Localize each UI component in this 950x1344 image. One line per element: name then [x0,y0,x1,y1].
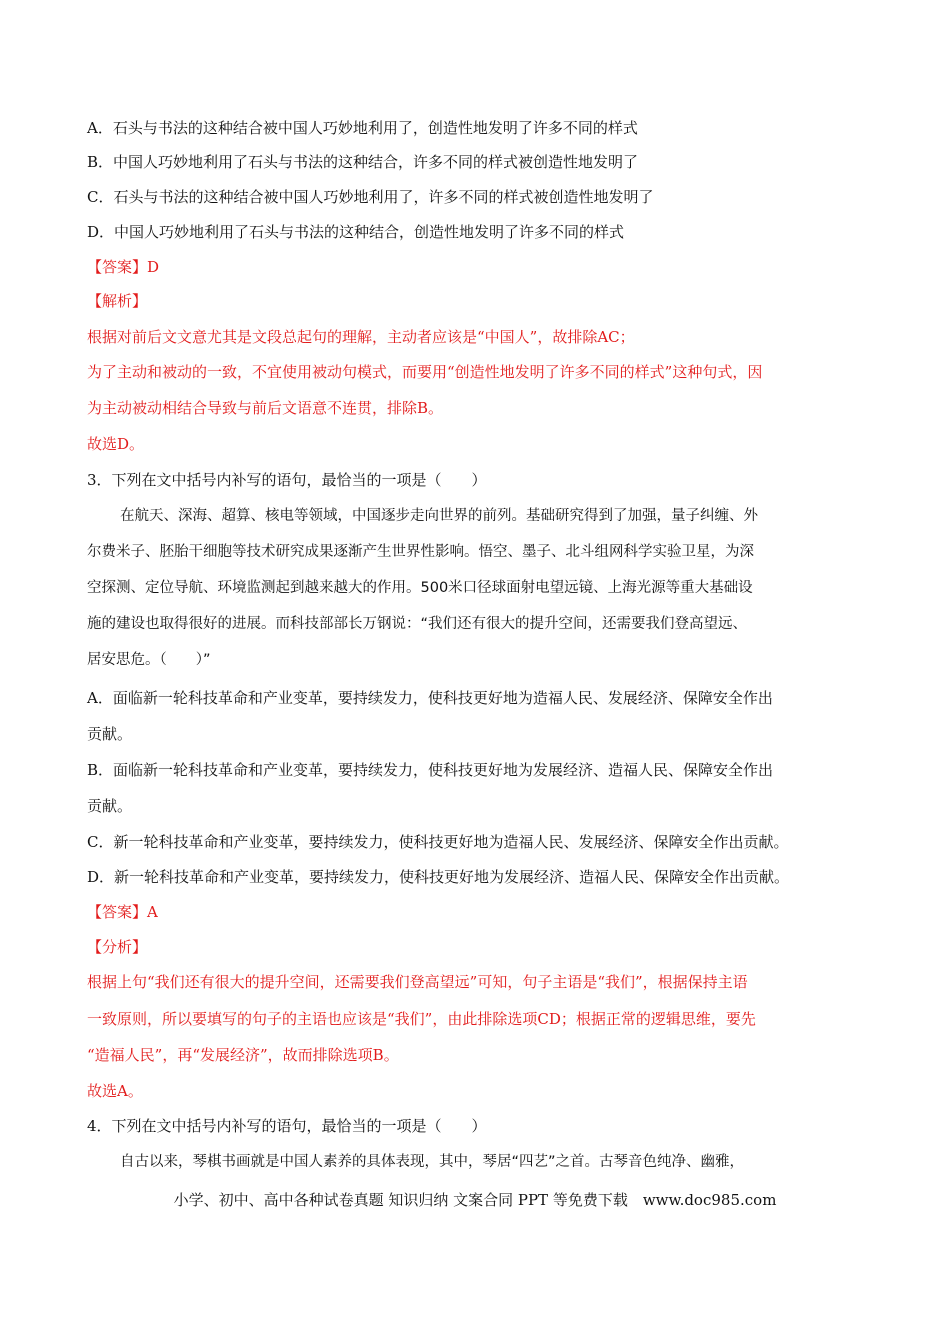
q3-passage-line: 在航天、深海、超算、核电等领域，中国逐步走向世界的前列。基础研究得到了加强，量子纠缠、外 [120,508,758,524]
q2-option-b: B．中国人巧妙地利用了石头与书法的这种结合，许多不同的样式被创造性地发明了 [87,153,639,171]
page-footer: 小学、初中、高中各种试卷真题 知识归纳 文案合同 PPT 等免费下载 www.doc985.com [173,1191,777,1209]
q3-option-a: A．面临新一轮科技革命和产业变革，要持续发力，使科技更好地为造福人民、发展经济、保障安全作出 [87,689,773,707]
q2-conclusion: 故选D。 [87,435,145,453]
q4-stem: 4．下列在文中括号内补写的语句，最恰当的一项是（ ） [87,1117,487,1135]
q3-passage-line: 空探测、定位导航、环境监测起到越来越大的作用。500米口径球面射电望远镜、上海光源等重大基础设 [87,580,753,596]
q3-passage-line: 居安思危。（ ）” [87,652,211,668]
q3-stem: 3．下列在文中括号内补写的语句，最恰当的一项是（ ） [87,471,487,489]
q3-passage-line: 尔费米子、胚胎干细胞等技术研究成果逐渐产生世界性影响。悟空、墨子、北斗组网科学实验卫星，为深 [87,544,754,560]
q3-analysis-line: 一致原则，所以要填写的句子的主语也应该是“我们”，由此排除选项CD；根据正常的逻辑思维，要先 [87,1010,756,1028]
q4-passage-line: 自古以来，琴棋书画就是中国人素养的具体表现，其中，琴居“四艺”之首。古琴音色纯净、幽雅， [120,1154,745,1170]
q2-option-c: C．石头与书法的这种结合被中国人巧妙地利用了，许多不同的样式被创造性地发明了 [87,188,654,206]
q2-option-a: A．石头与书法的这种结合被中国人巧妙地利用了，创造性地发明了许多不同的样式 [87,119,638,137]
q3-conclusion: 故选A。 [87,1082,143,1100]
q3-option-c: C．新一轮科技革命和产业变革，要持续发力，使科技更好地为造福人民、发展经济、保障安全作出贡献。 [87,833,789,851]
q3-option-b-cont: 贡献。 [87,797,133,815]
q2-analysis-line: 根据对前后文文意尤其是文段总起句的理解，主动者应该是“中国人”，故排除AC； [87,328,635,346]
q3-passage-line: 施的建设也取得很好的进展。而科技部部长万钢说：“我们还有很大的提升空间，还需要我们登高望远、 [87,616,748,632]
q2-analysis-line: 为了主动和被动的一致，不宜使用被动句模式，而要用“创造性地发明了许多不同的样式”这种句式，因 [87,363,763,381]
q2-analysis-line: 为主动被动相结合导致与前后文语意不连贯，排除B。 [87,399,444,417]
q3-analysis-line: “造福人民”，再“发展经济”，故而排除选项B。 [87,1046,399,1064]
q3-option-d: D．新一轮科技革命和产业变革，要持续发力，使科技更好地为发展经济、造福人民、保障安全作出贡献。 [87,868,790,886]
q2-answer: 【答案】D [87,258,160,276]
q2-option-d: D．中国人巧妙地利用了石头与书法的这种结合，创造性地发明了许多不同的样式 [87,223,625,241]
q3-option-a-cont: 贡献。 [87,725,133,743]
q3-answer: 【答案】A [87,903,158,921]
q3-analysis-line: 根据上句“我们还有很大的提升空间，还需要我们登高望远”可知，句子主语是“我们”，根据保持主语 [87,973,748,991]
q2-analysis-title: 【解析】 [87,292,148,310]
q3-option-b: B．面临新一轮科技革命和产业变革，要持续发力，使科技更好地为发展经济、造福人民、保障安全作出 [87,761,774,779]
q3-analysis-title: 【分析】 [87,938,148,956]
